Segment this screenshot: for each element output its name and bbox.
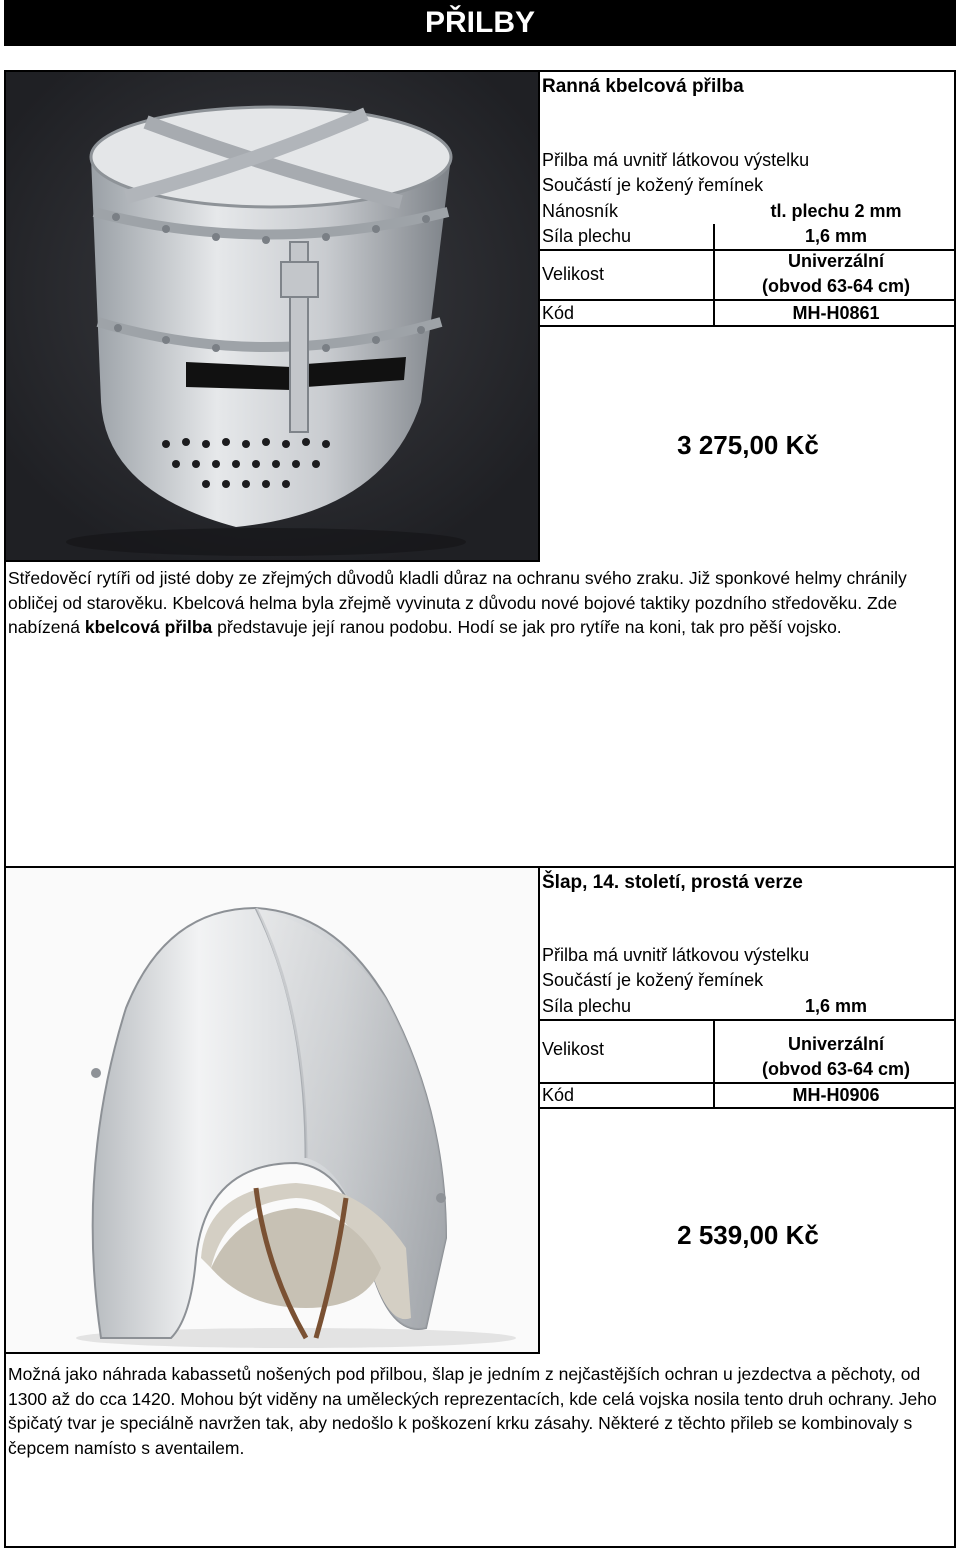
product-2-price: 2 539,00 Kč (677, 1220, 819, 1250)
product-2-spec-value: 1,6 mm (804, 996, 868, 1016)
product-1-line-lining: Přilba má uvnitř látkovou výstelku (542, 150, 810, 170)
product-1-spec-label: Síla plechu (542, 226, 632, 246)
product-2-title: Šlap, 14. století, prostá verze (542, 872, 803, 893)
product-2-spec-label: Velikost (542, 1039, 605, 1059)
product-1-description: Středověcí rytíři od jisté doby ze zřejmých důvodů kladli důraz na ochranu svého zraku. Již sponkové helmy chránily obličej od starověku. Kbelcová helma byla zřejmě vyvinuta z důvodu nové bojové taktiky pozdního středověku. Zde nabízená kbelcová přilba představuje její ranou podobu. Hodí se jak pro rytíře na koni, tak pro pěší vojsko. (8, 568, 907, 637)
product-1-price: 3 275,00 Kč (677, 430, 819, 460)
catalog-frame (4, 70, 956, 1548)
page-title: PŘILBY (4, 0, 956, 46)
product-1-spec-value: tl. plechu 2 mm (770, 201, 902, 221)
product-1-photo (6, 72, 540, 562)
product-2-description: Možná jako náhrada kabassetů nošených pod přilbou, šlap je jedním z nejčastějších ochran u jezdectva a pěchoty, od 1300 až do cca 1420. Mohou být viděny na uměleckých reprezentacích, kde celá vojska nosila tento druh ochrany. Jeho špičatý tvar je speciálně navržen tak, aby nedošlo k poškození krku zásahy. Některé z těchto přileb se kombinovaly s čepcem namísto s aventailem. (8, 1364, 937, 1458)
product-1-spec-label: Kód (542, 303, 575, 323)
bascinet-photo (6, 868, 538, 1352)
product-1-spec-value: 1,6 mm (804, 226, 868, 246)
great-helm-photo (6, 72, 538, 560)
product-1-spec-label: Velikost (542, 264, 605, 284)
product-2-spec-label: Síla plechu (542, 996, 632, 1016)
product-2-photo (6, 868, 540, 1354)
product-2-spec-value: (obvod 63-64 cm) (761, 1059, 911, 1079)
product-2-spec-label: Kód (542, 1085, 575, 1105)
product-1-spec-value: Univerzální (787, 251, 885, 271)
product-1-spec-value: (obvod 63-64 cm) (761, 276, 911, 296)
product-1-title: Ranná kbelcová přilba (542, 76, 744, 97)
product-1-spec-label: Nánosník (542, 201, 619, 221)
product-2-line-strap: Součástí je kožený řemínek (542, 970, 764, 990)
product-2-spec-value: Univerzální (787, 1034, 885, 1054)
product-1-spec-value: MH-H0861 (792, 303, 880, 323)
product-2-line-lining: Přilba má uvnitř látkovou výstelku (542, 945, 810, 965)
product-2-spec-value: MH-H0906 (792, 1085, 880, 1105)
product-1-line-strap: Součástí je kožený řemínek (542, 175, 764, 195)
